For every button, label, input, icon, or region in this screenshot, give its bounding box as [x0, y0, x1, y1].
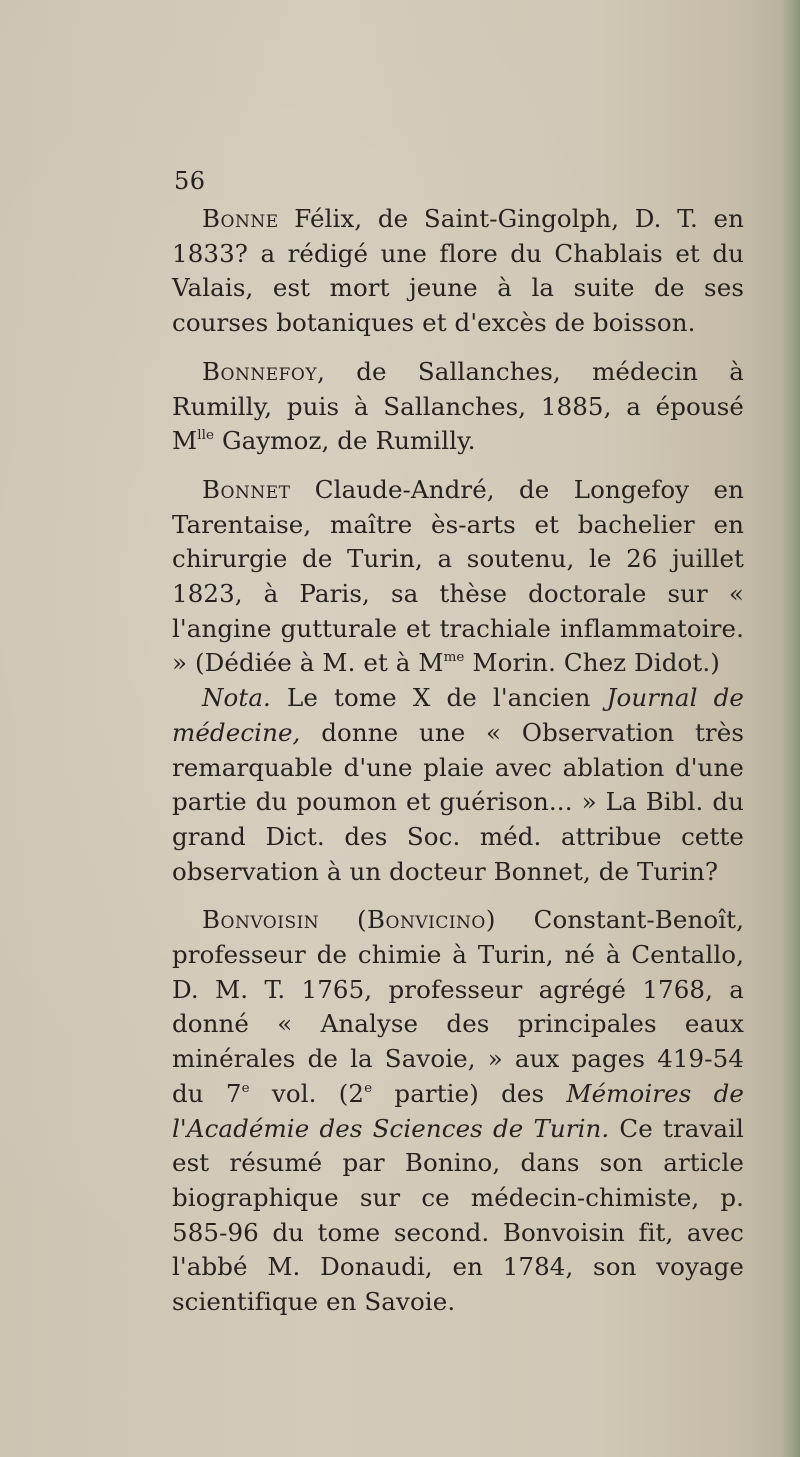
entry-name: Bonnefoy [202, 356, 318, 386]
entry-text: Gaymoz, de Rumilly. [214, 426, 476, 456]
page-number: 56 [174, 167, 206, 195]
entry-bonvoisin [172, 903, 744, 1319]
text-block [172, 202, 744, 1334]
entry-text: donne une « Observation très remarquable d'une plaie avec ablation d'une partie du poumon et guérison... » La Bibl. du grand Dict. des Soc. méd. attribue cette observation à un docteur Bonnet, de Turin? [172, 717, 744, 886]
page-edge [782, 0, 800, 1457]
entry-nota [172, 681, 744, 889]
entry-text: partie) des [372, 1078, 567, 1108]
superscript: lle [197, 427, 215, 444]
journal-title: Journal de médecine, [172, 683, 744, 747]
entry-text: Constant-Benoît, professeur de chimie à Turin, né à Centallo, D. M. T. 1765, professeur agrégé 1768, a donné « Analyse des principales eaux minérales de la Savoie, » aux pages 419-54 du 7 [172, 905, 744, 1108]
entry-text: vol. (2 [249, 1078, 365, 1108]
entry-text: Félix, de Saint-Gingolph, D. T. en 1833? a rédigé une flore du Chablais et du Valais, est mort jeune à la suite de ses courses botaniques et d'excès de boisson. [172, 204, 744, 338]
entry-bonne [172, 202, 744, 341]
memoires-title: Mémoires de l'Académie des Sciences de Turin. [172, 1078, 744, 1143]
superscript: e [241, 1079, 250, 1096]
entry-bonnefoy [172, 355, 744, 459]
entry-name: Bonnet [202, 474, 291, 504]
entry-name: Bonvoisin [202, 905, 320, 935]
entry-name-alt: (Bonvicino) [356, 905, 496, 935]
entry-name: Bonne [202, 204, 279, 233]
superscript: me [443, 649, 465, 666]
entry-bonnet [172, 473, 744, 681]
entry-text: , de Sallanches, médecin à Rumilly, puis à Sallanches, 1885, a épousé M [172, 356, 744, 456]
entry-text: Le tome X de l'ancien [270, 683, 607, 713]
entry-text: Claude-André, de Longefoy en Tarentaise, maître ès-arts et bachelier en chirurgie de Turin, a soutenu, le 26 juillet 1823, à Paris, sa thèse doctorale sur « l'angine gutturale et trachiale inflammatoire. » (Dédiée à M. et à M [172, 474, 744, 678]
entry-text: Ce travail est résumé par Bonino, dans son article biographique sur ce médecin-chimiste, p. 585-96 du tome second. Bonvoisin fit, avec l'abbé M. Donaudi, en 1784, son voyage scientifique en Savoie. [172, 1113, 744, 1317]
nota-label: Nota. [202, 683, 271, 713]
superscript: e [364, 1079, 373, 1096]
entry-text: Morin. Chez Didot.) [464, 648, 720, 678]
